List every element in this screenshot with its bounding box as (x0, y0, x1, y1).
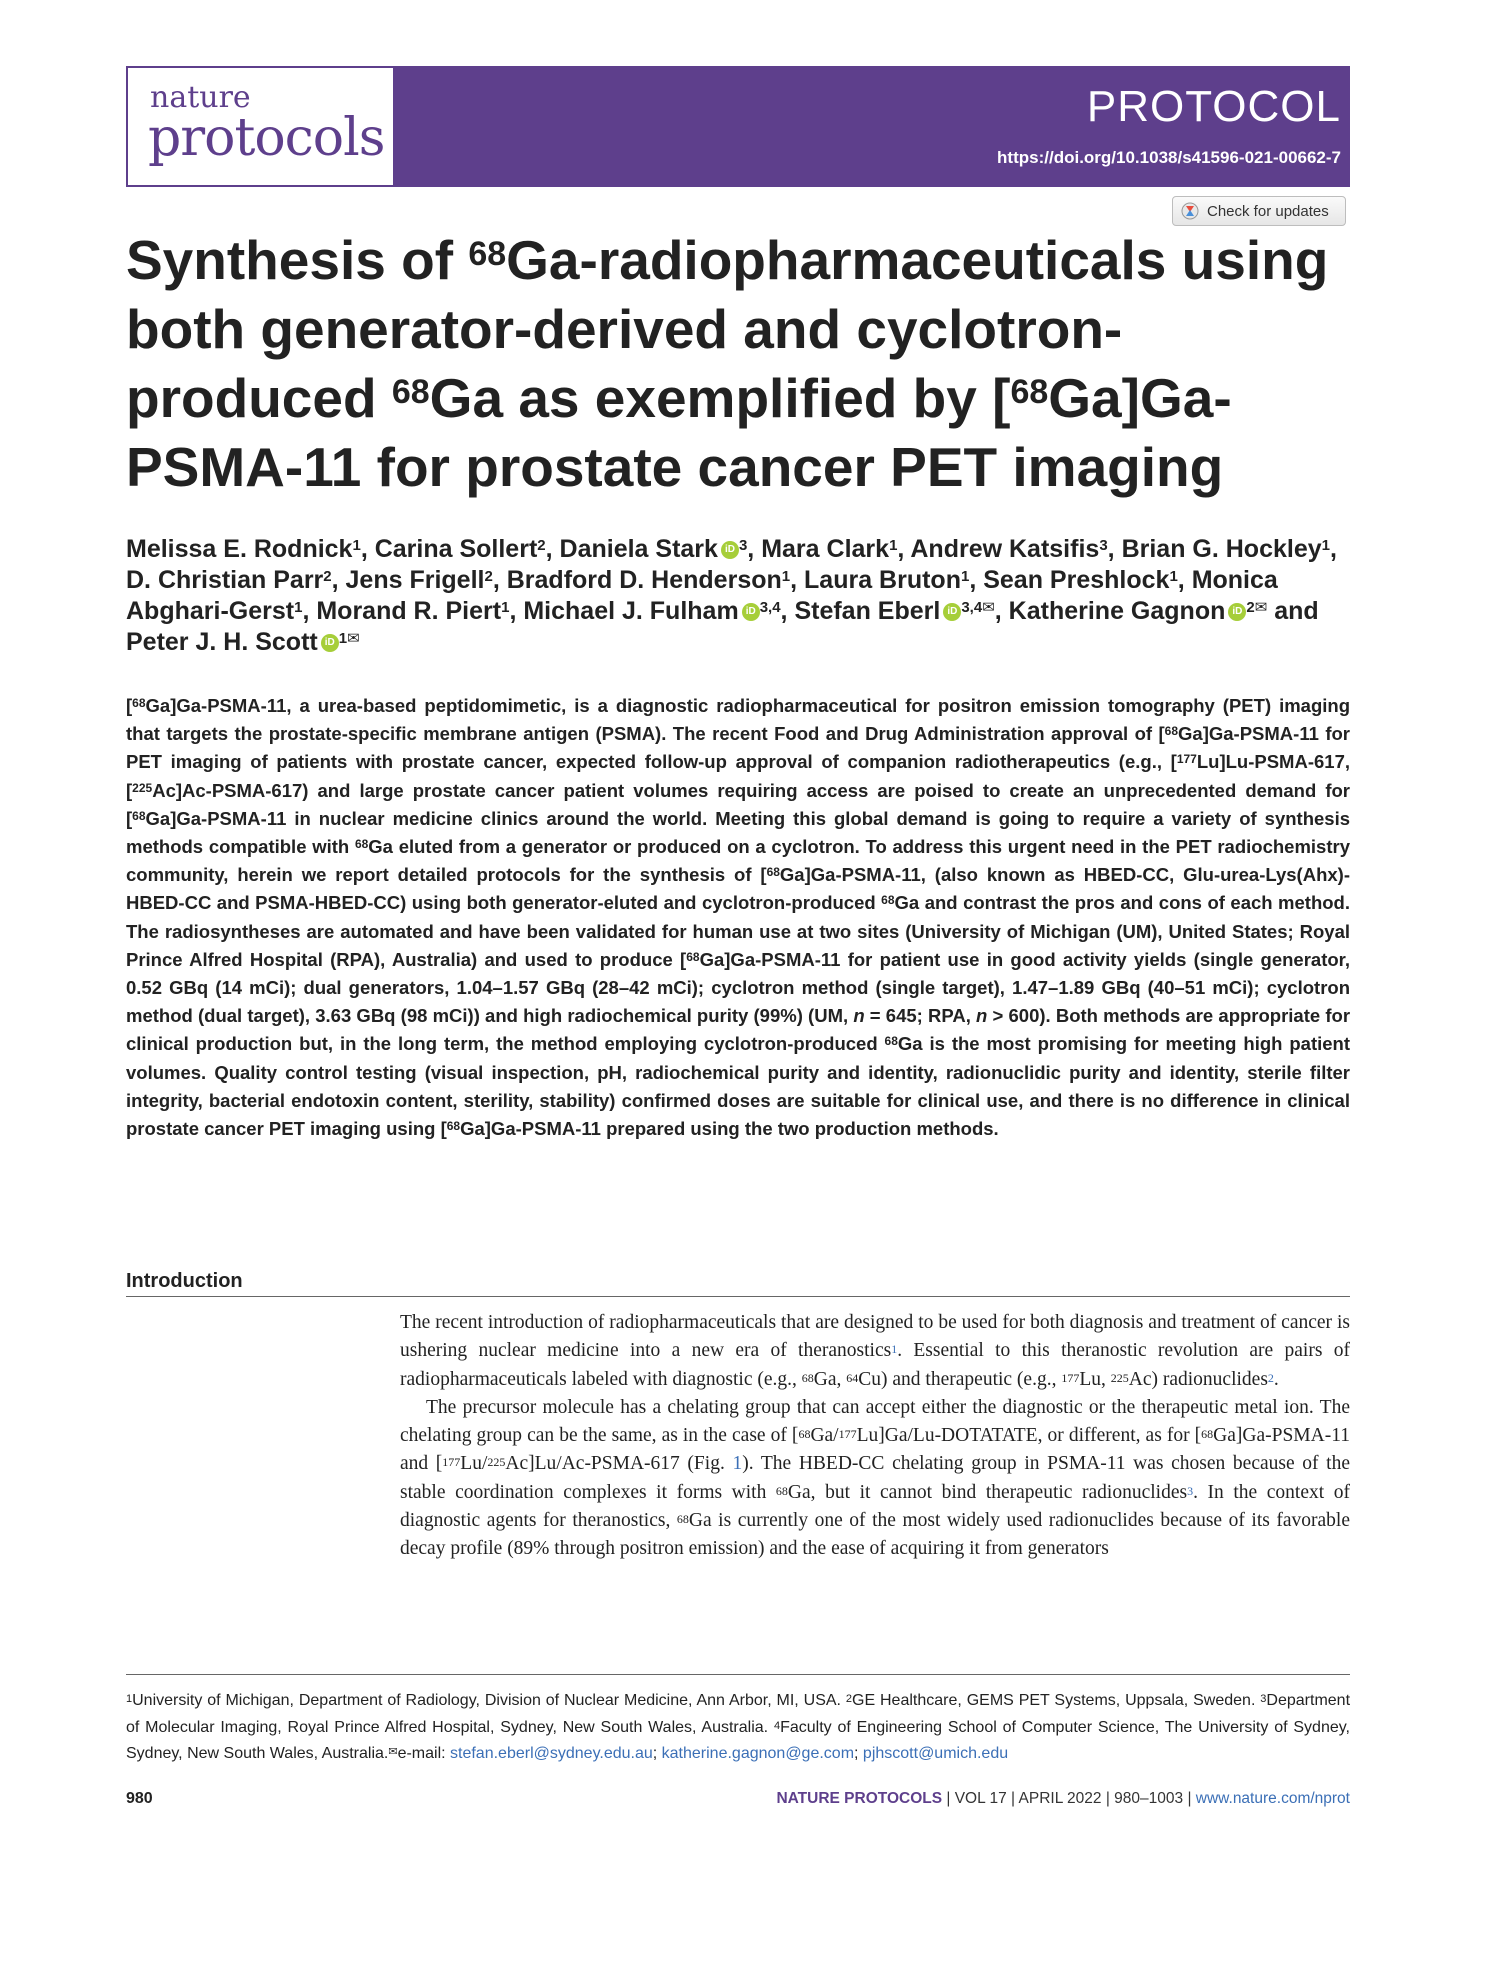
orcid-icon[interactable]: iD (943, 603, 961, 621)
article-type-label: PROTOCOL (1086, 82, 1341, 131)
author-name[interactable]: Mara Clark (761, 535, 890, 563)
footnote-divider (126, 1674, 1350, 1675)
affiliations-footnote: $^1$University of Michigan, Department of Radiology, Division of Nuclear Medicine, Ann Arbor, MI, USA. $^2$GE Healthcare, GEMS PET Systems, Uppsala, Sweden. $^3$Department of Molecular Imaging, Royal Prince Alfred Hospital, Sydney, New South Wales, Australia. $^4$Faculty of Engineering School of Computer Science, The University of Sydney, Sydney, New South Wales, Australia.✉e-mail: stefan.eberl@sydney.edu.au; katherine.gagnon@ge.com; pjhscott@umich.edu (126, 1692, 1351, 1762)
author-affiliation: 1 (1321, 537, 1330, 554)
author-name[interactable]: Daniela Stark (559, 535, 718, 563)
citation-link[interactable]: 2 (1267, 1370, 1274, 1385)
mail-icon[interactable]: ✉ (982, 599, 995, 616)
author-affiliation: 2 (537, 537, 546, 554)
author-name[interactable]: Bradford D. Henderson (506, 566, 782, 594)
author-name[interactable]: Stefan Eberl (794, 597, 941, 625)
doi-link[interactable]: https://doi.org/10.1038/s41596-021-00662-7 (997, 148, 1341, 167)
author-name[interactable]: Andrew Katsifis (910, 535, 1100, 563)
journal-name: NATURE PROTOCOLS (776, 1790, 943, 1807)
author-affiliation: 1 (352, 537, 361, 554)
author-name[interactable]: Carina Sollert (374, 535, 538, 563)
section-divider (126, 1296, 1350, 1297)
author-affiliation: 2 (323, 568, 332, 585)
author-name[interactable]: Brian G. Hockley (1121, 535, 1322, 563)
volume: VOL 17 (954, 1790, 1007, 1807)
email-link-scott[interactable]: pjhscott@umich.edu (862, 1745, 1009, 1762)
journal-footer: NATURE PROTOCOLS | VOL 17 | APRIL 2022 | 980–1003 | www.nature.com/nprot (776, 1790, 1350, 1807)
email-link-eberl[interactable]: stefan.eberl@sydney.edu.au (450, 1745, 653, 1762)
author-name[interactable]: Jens Frigell (345, 566, 485, 594)
introduction-body (400, 1309, 1350, 1564)
page-range: 980–1003 (1114, 1790, 1184, 1807)
author-name[interactable]: Sean Preshlock (983, 566, 1170, 594)
abstract: [$^{68}$Ga]Ga-PSMA-11, a urea-based peptidomimetic, is a diagnostic radiopharmaceutical for positron emission tomography (PET) imaging that targets the prostate-specific membrane antigen (PSMA). The recent Food and Drug Administration approval of [$^{68}$Ga]Ga-PSMA-11 for PET imaging of patients with prostate cancer, expected follow-up approval of companion radiotherapeutics (e.g., [$^{177}$Lu]Lu-PSMA-617, [$^{225}$Ac]Ac-PSMA-617) and large prostate cancer patient volumes requiring access are poised to create an unprecedented demand for [$^{68}$Ga]Ga-PSMA-11 in nuclear medicine clinics around the world. Meeting this global demand is going to require a variety of synthesis methods compatible with $^{68}$Ga eluted from a generator or produced on a cyclotron. To address this urgent need in the PET radiochemistry community, herein we report detailed protocols for the synthesis of [$^{68}$Ga]Ga-PSMA-11, (also known as HBED-CC, Glu-urea-Lys(Ahx)-HBED-CC and PSMA-HBED-CC) using both generator-eluted and cyclotron-produced $^{68}$Ga and contrast the pros and cons of each method. The radiosyntheses are automated and have been validated for human use at two sites (University of Michigan (UM), United States; Royal Prince Alfred Hospital (RPA), Australia) and used to produce [$^{68}$Ga]Ga-PSMA-11 for patient use in good activity yields (single generator, 0.52 GBq (14 mCi); dual generators, 1.04–1.57 GBq (28–42 mCi); cyclotron method (single target), 1.47–1.89 GBq (40–51 mCi); cyclotron method (dual target), 3.63 GBq (98 mCi)) and high radiochemical purity (99%) (UM, n = 645; RPA, n > 600). Both methods are appropriate for clinical production but, in the long term, the method employing cyclotron-produced $^{68}$Ga is the most promising for meeting high patient volumes. Quality control testing (visual inspection, pH, radiochemical purity and identity, radionuclidic purity and identity, sterile filter integrity, bacterial endotoxin content, sterility, stability) confirmed doses are suitable for clinical use, and there is no difference in clinical prostate cancer PET imaging using [$^{68}$Ga]Ga-PSMA-11 prepared using the two production methods. (126, 695, 1351, 1140)
author-affiliation: 3 (738, 537, 748, 554)
orcid-icon[interactable]: iD (321, 634, 339, 652)
check-for-updates-button[interactable] (1172, 196, 1346, 226)
journal-url-link[interactable]: www.nature.com/nprot (1195, 1790, 1350, 1807)
section-heading-introduction: Introduction (126, 1270, 243, 1292)
citation-link[interactable]: 3 (1187, 1483, 1194, 1498)
issue-date: APRIL 2022 (1018, 1790, 1102, 1807)
author-affiliation: 1 (294, 599, 303, 616)
author-affiliation: 3,4 (759, 599, 781, 616)
author-affiliation: 3 (1099, 537, 1108, 554)
mail-icon[interactable]: ✉ (347, 630, 360, 647)
logo-text-nature: nature (150, 80, 251, 115)
citation-link[interactable]: 1 (891, 1342, 898, 1357)
article-title: Synthesis of $^{68}$Ga-radiopharmaceuticals using both generator-derived and cyclotron-produced $^{68}$Ga as exemplified by [$^{68}$Ga]Ga-PSMA-11 for prostate cancer PET imaging (126, 229, 1329, 498)
mail-icon[interactable]: ✉ (1254, 599, 1268, 616)
author-name[interactable]: Michael J. Fulham (523, 597, 739, 625)
orcid-icon[interactable]: iD (721, 541, 739, 559)
page-number: 980 (126, 1790, 153, 1807)
logo-text-protocols: protocols (148, 108, 385, 168)
author-affiliation: 3,4 (961, 599, 983, 616)
author-affiliation: 1 (338, 630, 348, 647)
author-affiliation: 2 (1246, 599, 1255, 616)
mail-icon: ✉ (388, 1746, 398, 1758)
author-name[interactable]: Peter J. H. Scott (126, 628, 318, 656)
paragraph-1: The recent introduction of radiopharmaceuticals that are designed to be used for both diagnosis and treatment of cancer is ushering nuclear medicine into a new era of theranostics$^1$. Essential to this theranostic revolution are pairs of radiopharmaceuticals labeled with diagnostic (e.g., $^{68}$Ga, $^{64}$Cu) and therapeutic (e.g., $^{177}$Lu, $^{225}$Ac) radionuclides$^2$. (400, 1312, 1350, 1390)
author-name[interactable]: D. Christian Parr (126, 566, 324, 594)
crossmark-icon (1181, 202, 1199, 220)
paragraph-2: The precursor molecule has a chelating group that can accept either the diagnostic or the therapeutic metal ion. The chelating group can be the same, as in the case of [$^{68}$Ga/$^{177}$Lu]Ga/Lu-DOTATATE, or different, as for [$^{68}$Ga]Ga-PSMA-11 and [$^{177}$Lu/$^{225}$Ac]Lu/Ac-PSMA-617 (Fig. 1). The HBED-CC chelating group in PSMA-11 was chosen because of the stable coordination complexes it forms with $^{68}$Ga, but it cannot bind therapeutic radionuclides$^3$. In the context of diagnostic agents for theranostics, $^{68}$Ga is currently one of the most widely used radionuclides because of its favorable decay profile (89% through positron emission) and the ease of acquiring it from generators (400, 1396, 1350, 1560)
author-name[interactable]: Katherine Gagnon (1008, 597, 1226, 625)
email-link-gagnon[interactable]: katherine.gagnon@ge.com (661, 1745, 855, 1762)
author-name[interactable]: Laura Bruton (804, 566, 961, 594)
author-affiliation: 2 (484, 568, 493, 585)
author-name[interactable]: Morand R. Piert (316, 597, 502, 625)
orcid-icon[interactable]: iD (742, 603, 760, 621)
author-name[interactable]: Monica Abghari-Gerst (126, 566, 1278, 625)
author-affiliation: 1 (1169, 568, 1178, 585)
author-affiliation: 1 (781, 568, 791, 585)
author-affiliation: 1 (889, 537, 898, 554)
author-affiliation: 1 (501, 599, 510, 616)
orcid-icon[interactable]: iD (1228, 603, 1246, 621)
author-name[interactable]: Melissa E. Rodnick (126, 535, 353, 563)
author-list: Melissa E. Rodnick$^1$, Carina Sollert$^2$, Daniela Stark iD $^3$, Mara Clark$^1$, Andrew Katsifis$^3$, Brian G. Hockley$^1$, D. Christian Parr$^2$, Jens Frigell$^2$, Bradford D. Henderson$^1$, Laura Bruton$^1$, Sean Preshlock$^1$, Monica Abghari-Gerst$^1$, Morand R. Piert$^1$, Michael J. Fulham iD $^{3,4}$, Stefan Eberl iD $^{3,4✉}$, Katherine Gagnon iD $^{2✉}$ and Peter J. H. Scott iD $^{1✉}$ (126, 535, 1337, 656)
figure-link[interactable]: 1 (732, 1453, 743, 1475)
author-affiliation: 1 (960, 568, 970, 585)
check-for-updates-label: Check for updates (1207, 203, 1329, 220)
